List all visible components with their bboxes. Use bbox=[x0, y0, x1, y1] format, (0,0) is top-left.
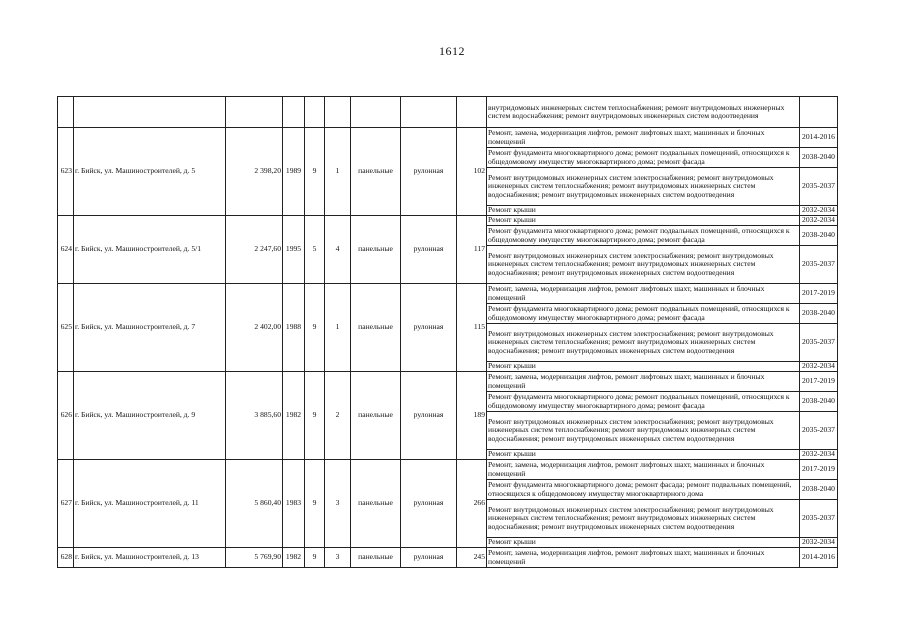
work-description: Ремонт, замена, модернизация лифтов, ремонт лифтовых шахт, машинных и блочных помещений bbox=[487, 460, 800, 480]
total-area: 2 247,60 bbox=[226, 216, 283, 284]
row-number: 624 bbox=[58, 216, 74, 284]
wall-material: панельные bbox=[351, 216, 401, 284]
floors: 9 bbox=[305, 372, 325, 460]
build-year: 1995 bbox=[283, 216, 305, 284]
roof-type: рулонная bbox=[401, 460, 457, 548]
work-period bbox=[800, 97, 838, 128]
work-period: 2035-2037 bbox=[800, 168, 838, 206]
floors: 5 bbox=[305, 216, 325, 284]
total-area: 5 769,90 bbox=[226, 548, 283, 568]
work-description: Ремонт фундамента многоквартирного дома; ремонт подвальных помещений, относящихся к общедомовому имуществу многоквартирного дома; ремонт фасада bbox=[487, 148, 800, 168]
address: г. Бийск, ул. Машиностроителей, д. 13 bbox=[74, 548, 226, 568]
table-row bbox=[58, 216, 838, 226]
roof-type: рулонная bbox=[401, 216, 457, 284]
cell-empty bbox=[283, 97, 305, 128]
roof-type: рулонная bbox=[401, 548, 457, 568]
total-area: 2 398,20 bbox=[226, 128, 283, 216]
build-year: 1982 bbox=[283, 548, 305, 568]
work-period: 2014-2016 bbox=[800, 128, 838, 148]
work-description: Ремонт фундамента многоквартирного дома; ремонт подвальных помещений, относящихся к общедомовому имуществу многоквартирного дома; ремонт фасада bbox=[487, 304, 800, 324]
cell-empty bbox=[74, 97, 226, 128]
total-area: 5 860,40 bbox=[226, 460, 283, 548]
work-description: Ремонт внутридомовых инженерных систем электроснабжения; ремонт внутридомовых инженерных систем теплоснабжения; ремонт внутридомовых инженерных систем водоснабжения; ремонт внутридомовых инженерных систем водоотведения bbox=[487, 324, 800, 362]
build-year: 1983 bbox=[283, 460, 305, 548]
wall-material: панельные bbox=[351, 128, 401, 216]
cell-empty bbox=[457, 97, 487, 128]
roof-type: рулонная bbox=[401, 372, 457, 460]
build-year: 1988 bbox=[283, 284, 305, 372]
table-row-continuation bbox=[58, 97, 838, 128]
work-period: 2038-2040 bbox=[800, 148, 838, 168]
row-number: 625 bbox=[58, 284, 74, 372]
work-description: Ремонт крыши bbox=[487, 362, 800, 372]
address: г. Бийск, ул. Машиностроителей, д. 7 bbox=[74, 284, 226, 372]
roof-type: рулонная bbox=[401, 128, 457, 216]
wall-material: панельные bbox=[351, 460, 401, 548]
floors: 9 bbox=[305, 284, 325, 372]
residents: 245 bbox=[457, 548, 487, 568]
work-period: 2032-2034 bbox=[800, 362, 838, 372]
roof-type: рулонная bbox=[401, 284, 457, 372]
work-period: 2032-2034 bbox=[800, 206, 838, 216]
work-period: 2035-2037 bbox=[800, 412, 838, 450]
address: г. Бийск, ул. Машиностроителей, д. 11 bbox=[74, 460, 226, 548]
work-period: 2038-2040 bbox=[800, 480, 838, 500]
work-description: Ремонт фундамента многоквартирного дома; ремонт фасада; ремонт подвальных помещений, относящихся к общедомовому имуществу многоквартирного дома bbox=[487, 480, 800, 500]
cell-empty bbox=[58, 97, 74, 128]
work-period: 2035-2037 bbox=[800, 246, 838, 284]
total-area: 3 885,60 bbox=[226, 372, 283, 460]
entrances: 1 bbox=[325, 128, 351, 216]
capital-repair-table bbox=[57, 96, 838, 568]
work-period: 2038-2040 bbox=[800, 226, 838, 246]
work-description: Ремонт, замена, модернизация лифтов, ремонт лифтовых шахт, машинных и блочных помещений bbox=[487, 284, 800, 304]
residents: 189 bbox=[457, 372, 487, 460]
table-row bbox=[58, 548, 838, 568]
row-number: 623 bbox=[58, 128, 74, 216]
work-period: 2032-2034 bbox=[800, 450, 838, 460]
work-description: Ремонт, замена, модернизация лифтов, ремонт лифтовых шахт, машинных и блочных помещений bbox=[487, 128, 800, 148]
work-period: 2032-2034 bbox=[800, 538, 838, 548]
work-description: Ремонт, замена, модернизация лифтов, ремонт лифтовых шахт, машинных и блочных помещений bbox=[487, 548, 800, 568]
residents: 102 bbox=[457, 128, 487, 216]
work-period: 2038-2040 bbox=[800, 392, 838, 412]
cell-empty bbox=[351, 97, 401, 128]
residents: 115 bbox=[457, 284, 487, 372]
floors: 9 bbox=[305, 548, 325, 568]
address: г. Бийск, ул. Машиностроителей, д. 5 bbox=[74, 128, 226, 216]
work-description: Ремонт крыши bbox=[487, 216, 800, 226]
page-number: 1612 bbox=[439, 44, 465, 58]
floors: 9 bbox=[305, 128, 325, 216]
cell-empty bbox=[305, 97, 325, 128]
work-period: 2032-2034 bbox=[800, 216, 838, 226]
table-row bbox=[58, 128, 838, 148]
residents: 117 bbox=[457, 216, 487, 284]
cell-empty bbox=[401, 97, 457, 128]
address: г. Бийск, ул. Машиностроителей, д. 9 bbox=[74, 372, 226, 460]
row-number: 627 bbox=[58, 460, 74, 548]
work-period: 2035-2037 bbox=[800, 324, 838, 362]
work-description: Ремонт крыши bbox=[487, 538, 800, 548]
work-period: 2017-2019 bbox=[800, 284, 838, 304]
work-period: 2014-2016 bbox=[800, 548, 838, 568]
work-description: внутридомовых инженерных систем теплоснабжения; ремонт внутридомовых инженерных систем водоснабжения; ремонт внутридомовых инженерных систем водоотведения bbox=[487, 97, 800, 128]
entrances: 3 bbox=[325, 548, 351, 568]
work-description: Ремонт внутридомовых инженерных систем электроснабжения; ремонт внутридомовых инженерных систем теплоснабжения; ремонт внутридомовых инженерных систем водоснабжения; ремонт внутридомовых инженерных систем водоотведения bbox=[487, 246, 800, 284]
work-period: 2035-2037 bbox=[800, 500, 838, 538]
work-period: 2017-2019 bbox=[800, 372, 838, 392]
total-area: 2 402,00 bbox=[226, 284, 283, 372]
floors: 9 bbox=[305, 460, 325, 548]
cell-empty bbox=[226, 97, 283, 128]
work-description: Ремонт крыши bbox=[487, 450, 800, 460]
wall-material: панельные bbox=[351, 284, 401, 372]
table-row bbox=[58, 460, 838, 480]
row-number: 628 bbox=[58, 548, 74, 568]
build-year: 1989 bbox=[283, 128, 305, 216]
entrances: 3 bbox=[325, 460, 351, 548]
work-description: Ремонт фундамента многоквартирного дома; ремонт подвальных помещений, относящихся к общедомовому имуществу многоквартирного дома; ремонт фасада bbox=[487, 226, 800, 246]
work-description: Ремонт фундамента многоквартирного дома; ремонт подвальных помещений, относящихся к общедомовому имуществу многоквартирного дома; ремонт фасада bbox=[487, 392, 800, 412]
entrances: 4 bbox=[325, 216, 351, 284]
work-description: Ремонт внутридомовых инженерных систем электроснабжения; ремонт внутридомовых инженерных систем теплоснабжения; ремонт внутридомовых инженерных систем водоснабжения; ремонт внутридомовых инженерных систем водоотведения bbox=[487, 500, 800, 538]
wall-material: панельные bbox=[351, 548, 401, 568]
row-number: 626 bbox=[58, 372, 74, 460]
work-description: Ремонт, замена, модернизация лифтов, ремонт лифтовых шахт, машинных и блочных помещений bbox=[487, 372, 800, 392]
table-row bbox=[58, 372, 838, 392]
build-year: 1982 bbox=[283, 372, 305, 460]
work-description: Ремонт крыши bbox=[487, 206, 800, 216]
work-description: Ремонт внутридомовых инженерных систем электроснабжения; ремонт внутридомовых инженерных систем теплоснабжения; ремонт внутридомовых инженерных систем водоснабжения; ремонт внутридомовых инженерных систем водоотведения bbox=[487, 168, 800, 206]
cell-empty bbox=[325, 97, 351, 128]
residents: 266 bbox=[457, 460, 487, 548]
table-row bbox=[58, 284, 838, 304]
entrances: 1 bbox=[325, 284, 351, 372]
work-period: 2017-2019 bbox=[800, 460, 838, 480]
entrances: 2 bbox=[325, 372, 351, 460]
address: г. Бийск, ул. Машиностроителей, д. 5/1 bbox=[74, 216, 226, 284]
wall-material: панельные bbox=[351, 372, 401, 460]
work-description: Ремонт внутридомовых инженерных систем электроснабжения; ремонт внутридомовых инженерных систем теплоснабжения; ремонт внутридомовых инженерных систем водоснабжения; ремонт внутридомовых инженерных систем водоотведения bbox=[487, 412, 800, 450]
work-period: 2038-2040 bbox=[800, 304, 838, 324]
